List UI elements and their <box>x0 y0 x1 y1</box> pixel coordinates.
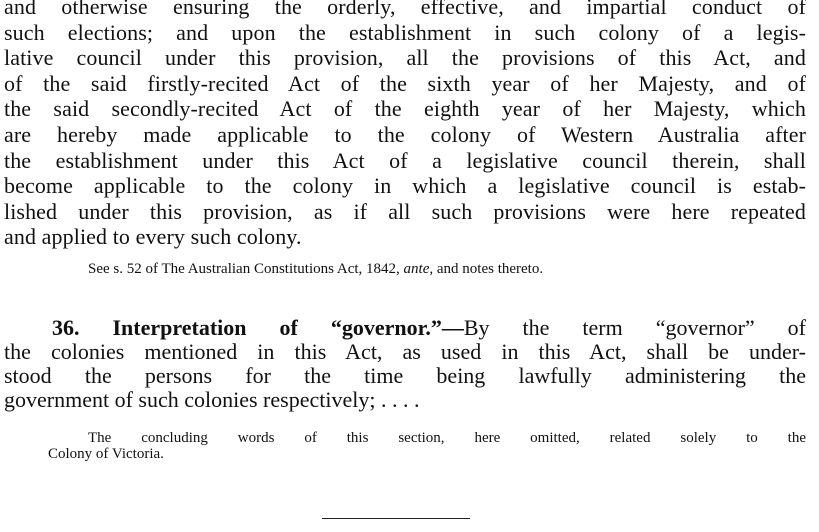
section-heading: 36. Interpretation of “governor.”— <box>52 315 464 340</box>
cross-reference-note <box>88 259 806 279</box>
section-36 <box>4 316 806 412</box>
paragraph-line: and applied to every such colony. <box>4 224 302 250</box>
paragraph-line: the establishment under this Act of a legislative council therein, shall <box>4 147 806 173</box>
note-emphasis: ante, <box>403 261 434 277</box>
section-line: the colonies mentioned in this Act, as used in this Act, shall be under- <box>4 339 806 364</box>
paragraph-line: lative council under this provision, all the provisions of this Act, and <box>4 45 806 71</box>
paragraph-line: such elections; and upon the establishment in such colony of a legis- <box>4 19 806 45</box>
paragraph-line: are hereby made applicable to the colony of Western Australia after <box>4 121 806 147</box>
note-text: See s. 52 of The Australian Constitutions Act, 1842, <box>88 261 400 277</box>
paragraph-line: lished under this provision, as if all such provisions were here repeated <box>4 198 806 224</box>
note-text-end: and notes thereto. <box>436 261 544 277</box>
section-divider-rule <box>322 518 470 519</box>
section-line: stood the persons for the time being lawfully administering the <box>4 363 806 388</box>
note-line: The concluding words of this section, here omitted, related solely to the <box>88 430 806 446</box>
paragraph-line: of the said firstly-recited Act of the sixth year of her Majesty, and of <box>4 70 806 96</box>
section-line: government of such colonies respectively; . . . . <box>4 387 420 412</box>
note-line: Colony of Victoria. <box>48 446 164 462</box>
section-36-first-line <box>4 316 806 340</box>
paragraph-line: become applicable to the colony in which a legislative council is estab- <box>4 173 806 199</box>
paragraph-line: the said secondly-recited Act of the eighth year of her Majesty, which <box>4 96 806 122</box>
section-36-first-line-text: By the term “governor” of <box>463 315 806 340</box>
paragraph-line: and otherwise ensuring the orderly, effective, and impartial conduct of <box>4 0 806 19</box>
section-35-continuation-paragraph <box>4 0 806 250</box>
omission-note <box>48 430 806 462</box>
